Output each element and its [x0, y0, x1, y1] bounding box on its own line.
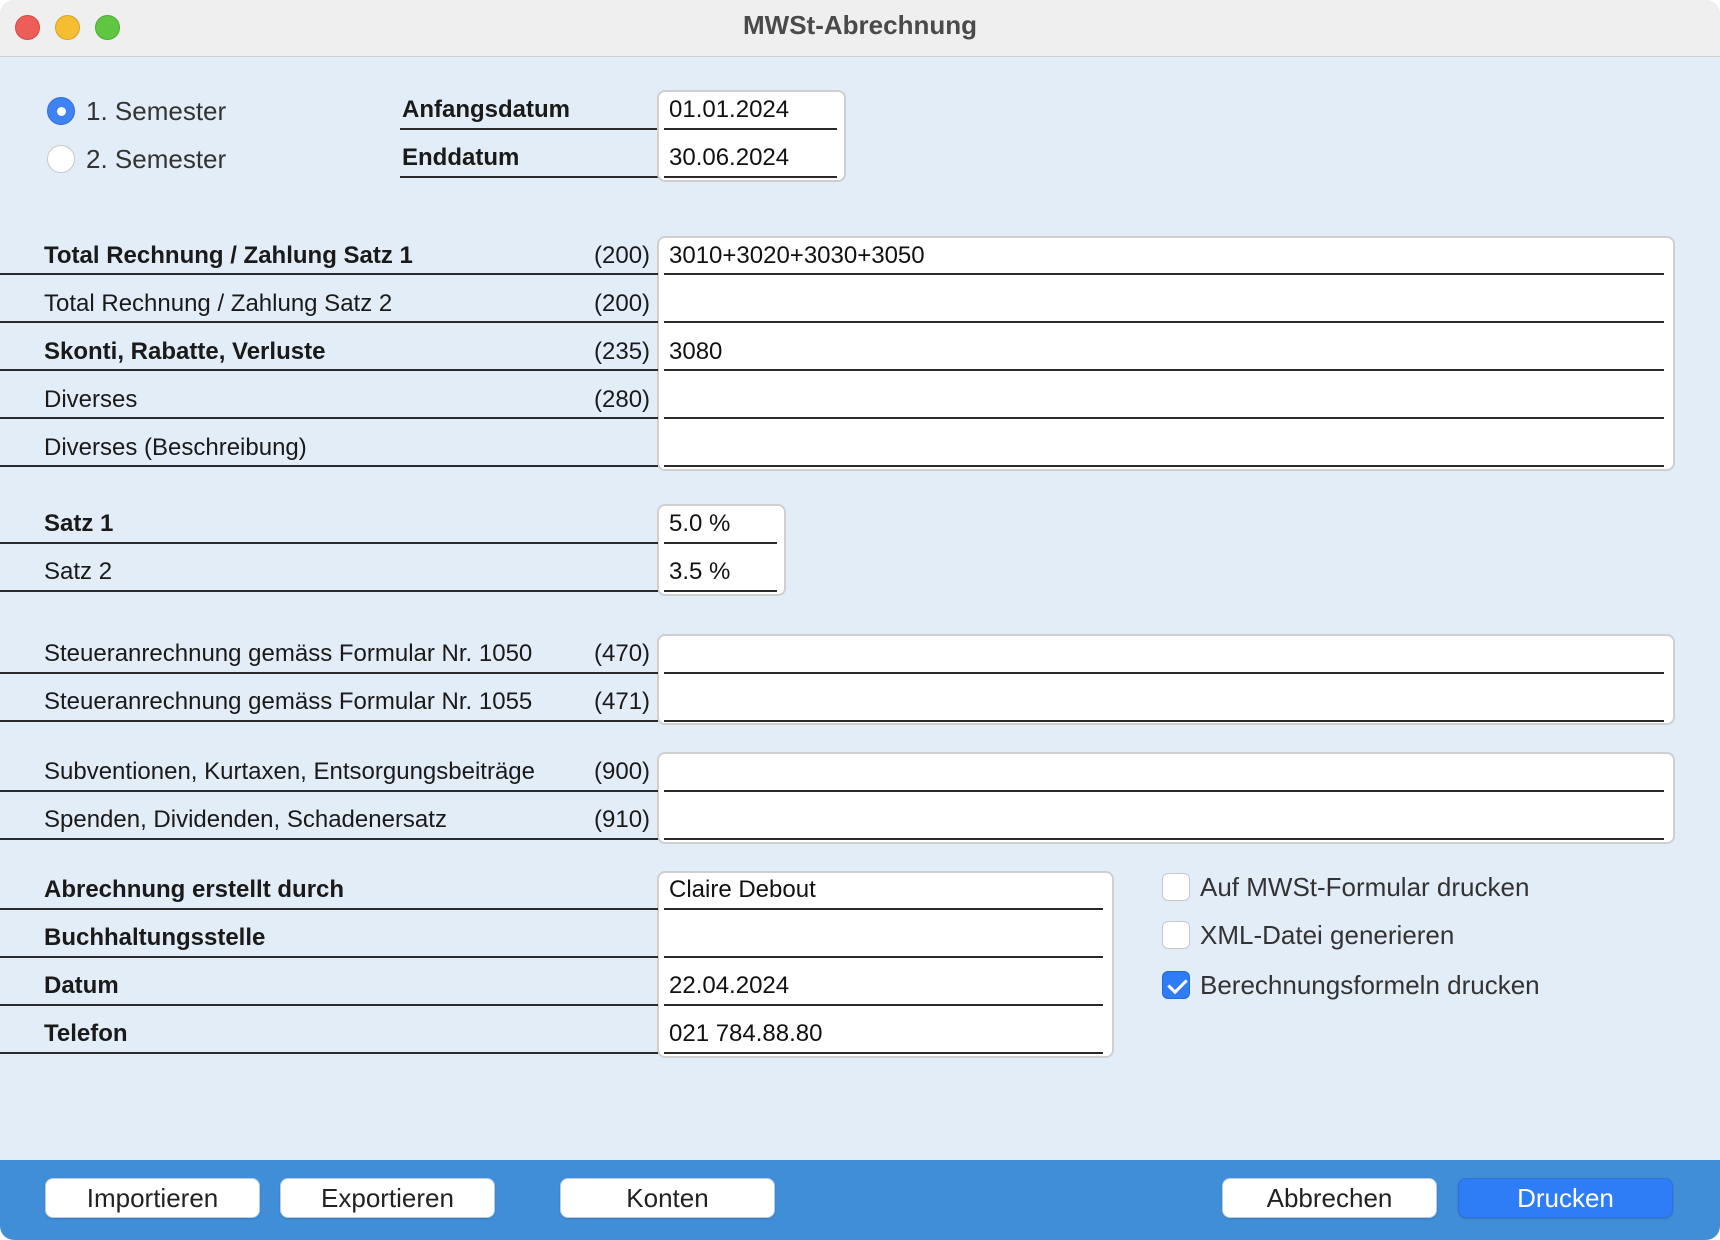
- print-formulas-checkbox[interactable]: [1162, 971, 1190, 999]
- date-label: Datum: [44, 972, 119, 999]
- semester-1-radio[interactable]: [47, 97, 75, 125]
- tax-credit-box: [657, 634, 1675, 725]
- accounting-office-rule: [0, 956, 658, 958]
- discounts-input-underline: [664, 369, 1664, 371]
- total-rate2-rule: [0, 321, 658, 323]
- cancel-button[interactable]: Abbrechen: [1222, 1178, 1437, 1218]
- semester-2-radio[interactable]: [47, 145, 75, 173]
- total-rate1-code: (200): [594, 242, 651, 269]
- tax-credit-1050-input-underline: [664, 672, 1664, 674]
- subsidies-code: (900): [594, 758, 651, 785]
- rate2-input[interactable]: 3.5 %: [669, 558, 731, 585]
- title-bar: [0, 0, 1720, 57]
- date-input[interactable]: 22.04.2024: [669, 972, 790, 999]
- subsidies-rule: [0, 790, 658, 792]
- created-by-label: Abrechnung erstellt durch: [44, 876, 345, 903]
- accounting-office-label: Buchhaltungsstelle: [44, 924, 266, 951]
- print-on-form-label[interactable]: Auf MWSt-Formular drucken: [1200, 872, 1530, 902]
- total-rate2-code: (200): [594, 290, 651, 317]
- misc-rule: [0, 417, 658, 419]
- donations-input-underline: [664, 838, 1664, 840]
- tax-credit-1050-code: (470): [594, 640, 651, 667]
- print-button[interactable]: Drucken: [1458, 1178, 1673, 1218]
- start-date-input[interactable]: 01.01.2024: [669, 96, 790, 123]
- total-rate1-input-underline: [664, 273, 1664, 275]
- total-rate1-label: Total Rechnung / Zahlung Satz 1: [44, 242, 413, 269]
- phone-rule: [0, 1052, 658, 1054]
- rate1-rule: [0, 542, 658, 544]
- misc-input-underline: [664, 417, 1664, 419]
- subsidies-label: Subventionen, Kurtaxen, Entsorgungsbeiträge: [44, 758, 536, 785]
- button-bar: [0, 1160, 1720, 1240]
- rate2-label: Satz 2: [44, 558, 113, 585]
- misc-description-rule: [0, 465, 658, 467]
- export-button[interactable]: Exportieren: [280, 1178, 495, 1218]
- end-date-input-underline: [664, 176, 837, 178]
- tax-credit-1055-code: (471): [594, 688, 651, 715]
- start-date-rule: [400, 128, 658, 130]
- donations-rule: [0, 838, 658, 840]
- total-rate2-input-underline: [664, 321, 1664, 323]
- start-date-label: Anfangsdatum: [402, 96, 570, 123]
- import-button[interactable]: Importieren: [45, 1178, 260, 1218]
- created-by-input-underline: [664, 908, 1103, 910]
- misc-description-label: Diverses (Beschreibung): [44, 434, 307, 461]
- semester-1-label[interactable]: 1. Semester: [86, 96, 227, 126]
- end-date-rule: [400, 176, 658, 178]
- date-rule: [0, 1004, 658, 1006]
- total-rate1-input[interactable]: 3010+3020+3030+3050: [669, 242, 925, 269]
- end-date-label: Enddatum: [402, 144, 520, 171]
- rate1-label: Satz 1: [44, 510, 114, 537]
- tax-credit-1050-label: Steueranrechnung gemäss Formular Nr. 1050: [44, 640, 533, 667]
- rate1-input[interactable]: 5.0 %: [669, 510, 731, 537]
- created-by-input[interactable]: Claire Debout: [669, 876, 816, 903]
- tax-credit-1055-input-underline: [664, 720, 1664, 722]
- other-box: [657, 752, 1675, 844]
- total-rate2-label: Total Rechnung / Zahlung Satz 2: [44, 290, 393, 317]
- phone-input-underline: [664, 1052, 1103, 1054]
- tax-credit-1050-rule: [0, 672, 658, 674]
- discounts-code: (235): [594, 338, 651, 365]
- discounts-rule: [0, 369, 658, 371]
- donations-label: Spenden, Dividenden, Schadenersatz: [44, 806, 447, 833]
- discounts-input[interactable]: 3080: [669, 338, 723, 365]
- rate1-input-underline: [664, 542, 777, 544]
- end-date-input[interactable]: 30.06.2024: [669, 144, 790, 171]
- donations-code: (910): [594, 806, 651, 833]
- accounting-office-input-underline: [664, 956, 1103, 958]
- discounts-label: Skonti, Rabatte, Verluste: [44, 338, 326, 365]
- tax-credit-1055-label: Steueranrechnung gemäss Formular Nr. 1055: [44, 688, 533, 715]
- subsidies-input-underline: [664, 790, 1664, 792]
- total-rate1-rule: [0, 273, 658, 275]
- rate2-rule: [0, 590, 658, 592]
- start-date-input-underline: [664, 128, 837, 130]
- print-on-form-checkbox[interactable]: [1162, 873, 1190, 901]
- date-input-underline: [664, 1004, 1103, 1006]
- print-formulas-label[interactable]: Berechnungsformeln drucken: [1200, 970, 1540, 1000]
- generate-xml-label[interactable]: XML-Datei generieren: [1200, 920, 1455, 950]
- misc-description-input-underline: [664, 465, 1664, 467]
- window-title: MWSt-Abrechnung: [743, 10, 977, 40]
- misc-label: Diverses: [44, 386, 138, 413]
- phone-input[interactable]: 021 784.88.80: [669, 1020, 823, 1047]
- phone-label: Telefon: [44, 1020, 128, 1047]
- tax-credit-1055-rule: [0, 720, 658, 722]
- rate2-input-underline: [664, 590, 777, 592]
- generate-xml-checkbox[interactable]: [1162, 921, 1190, 949]
- accounts-button[interactable]: Konten: [560, 1178, 775, 1218]
- created-by-rule: [0, 908, 658, 910]
- semester-2-label[interactable]: 2. Semester: [86, 144, 227, 174]
- misc-code: (280): [594, 386, 651, 413]
